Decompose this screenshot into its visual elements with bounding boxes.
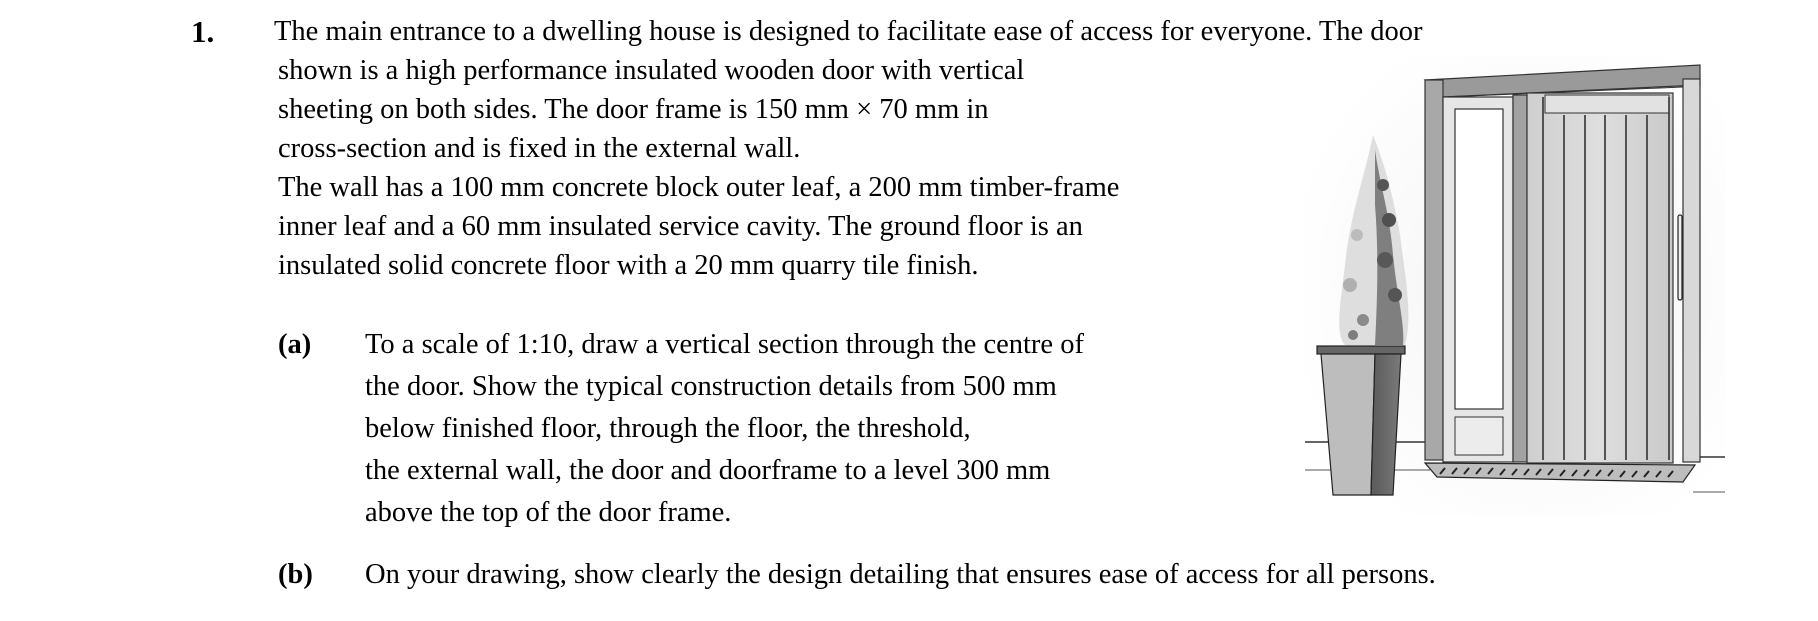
question-number: 1. <box>191 14 215 49</box>
part-line: To a scale of 1:10, draw a vertical section through the centre of <box>365 329 1084 360</box>
intro-line: cross-section and is fixed in the external wall. <box>278 133 801 164</box>
intro-line: The wall has a 100 mm concrete block outer leaf, a 200 mm timber-frame <box>278 172 1120 203</box>
part-line: the external wall, the door and doorframe to a level 300 mm <box>365 455 1051 486</box>
intro-line: sheeting on both sides. The door frame is 150 mm × 70 mm in <box>278 94 989 125</box>
part-line: the door. Show the typical construction details from 500 mm <box>365 371 1057 402</box>
intro-line: The main entrance to a dwelling house is designed to facilitate ease of access for everyone. The door <box>274 16 1423 47</box>
part-label: (b) <box>278 559 313 590</box>
part-line: below finished floor, through the floor, the threshold, <box>365 413 971 444</box>
door-illustration <box>1305 55 1725 515</box>
intro-line: insulated solid concrete floor with a 20 mm quarry tile finish. <box>278 250 979 281</box>
intro-line: inner leaf and a 60 mm insulated service cavity. The ground floor is an <box>278 211 1083 242</box>
part-line: above the top of the door frame. <box>365 497 732 528</box>
pull-handle-icon <box>1678 215 1682 300</box>
part-label: (a) <box>278 329 312 360</box>
part-line: On your drawing, show clearly the design detailing that ensures ease of access for all persons. <box>365 559 1436 590</box>
intro-line: shown is a high performance insulated wooden door with vertical <box>278 55 1025 86</box>
side-light <box>1443 95 1527 462</box>
door-leaf <box>1527 93 1682 463</box>
